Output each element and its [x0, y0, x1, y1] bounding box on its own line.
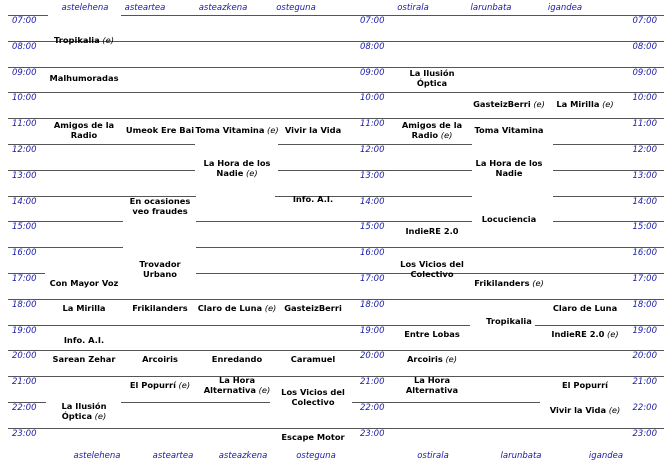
time-label: 09:00 — [12, 68, 37, 78]
grid-line — [8, 67, 664, 68]
program-title-line: Malhumoradas — [49, 73, 119, 83]
program-title-line: Arcoiris — [142, 354, 178, 364]
program-title-line: Alternativa (e) — [203, 385, 271, 395]
program-title-line: Nadie — [495, 168, 523, 178]
program-title-line: IndieRE 2.0 — [405, 226, 459, 236]
program-title-line: La Ilusión — [61, 401, 107, 411]
program-block[interactable] — [34, 278, 134, 288]
program-title-line: El Popurrí (e) — [129, 380, 191, 390]
program-block[interactable] — [263, 194, 363, 204]
rerun-marker: (e) — [92, 411, 107, 421]
program-title-line: La Hora de los — [203, 158, 271, 168]
program-block[interactable] — [34, 35, 134, 45]
day-header-bottom: larunbata — [500, 451, 542, 461]
time-label: 22:00 — [12, 403, 37, 413]
rerun-marker: (e) — [243, 168, 258, 178]
day-header-top: ostirala — [397, 3, 429, 13]
program-block[interactable] — [535, 303, 635, 313]
time-label: 16:00 — [360, 248, 385, 258]
program-block[interactable] — [382, 68, 482, 88]
time-label: 07:00 — [360, 16, 385, 26]
program-title-line: Trovador — [139, 259, 181, 269]
program-title-line: Óptica — [416, 78, 448, 88]
program-block[interactable] — [382, 375, 482, 395]
time-label: 23:00 — [360, 429, 385, 439]
time-label: 21:00 — [632, 377, 657, 387]
program-block[interactable] — [263, 387, 363, 407]
grid-line — [8, 350, 664, 351]
program-title-line: La Ilusión — [409, 68, 455, 78]
program-block[interactable] — [459, 125, 559, 135]
grid-line — [8, 299, 664, 300]
time-label: 12:00 — [360, 145, 385, 155]
day-header-top: asteazkena — [198, 3, 248, 13]
time-label: 14:00 — [632, 197, 657, 207]
time-label: 07:00 — [632, 16, 657, 26]
day-header-bottom: igandea — [588, 451, 624, 461]
time-label: 11:00 — [12, 119, 37, 129]
program-title-line: La Hora — [413, 375, 451, 385]
program-block[interactable] — [187, 158, 287, 178]
time-label: 09:00 — [360, 68, 385, 78]
time-label: 11:00 — [632, 119, 657, 129]
time-label: 21:00 — [360, 377, 385, 387]
time-label: 08:00 — [12, 42, 37, 52]
grid-line — [8, 92, 664, 93]
program-title-line: Caramuel — [290, 354, 336, 364]
program-block[interactable] — [263, 354, 363, 364]
program-block[interactable] — [382, 259, 482, 279]
time-label: 11:00 — [360, 119, 385, 129]
program-title-line: IndieRE 2.0 (e) — [551, 329, 619, 339]
program-block[interactable] — [34, 401, 134, 421]
time-label: 08:00 — [632, 42, 657, 52]
program-block[interactable] — [459, 278, 559, 288]
program-title-line: Tropikalia — [486, 316, 532, 326]
program-title-line: Radio — [70, 130, 98, 140]
program-block[interactable] — [535, 405, 635, 415]
program-title-line: Escape Motor — [281, 432, 345, 442]
time-label: 23:00 — [12, 429, 37, 439]
time-label: 16:00 — [632, 248, 657, 258]
day-header-bottom: asteazkena — [218, 451, 268, 461]
program-title-line: La Mirilla — [62, 303, 106, 313]
day-header-top: igandea — [547, 3, 583, 13]
time-label: 16:00 — [12, 248, 37, 258]
program-title-line: GasteizBerri (e) — [473, 99, 545, 109]
program-title-line: La Mirilla (e) — [556, 99, 614, 109]
time-label: 15:00 — [12, 222, 37, 232]
grid-line — [121, 402, 270, 403]
program-block[interactable] — [263, 432, 363, 442]
program-title-line: Sarean Zehar — [52, 354, 116, 364]
time-label: 17:00 — [632, 274, 657, 284]
program-title-line: Toma Vitamina (e) — [195, 125, 279, 135]
time-label: 12:00 — [632, 145, 657, 155]
time-label: 13:00 — [12, 171, 37, 181]
program-title-line: GasteizBerri — [284, 303, 342, 313]
time-label: 15:00 — [632, 222, 657, 232]
day-header-top: astelehena — [61, 3, 109, 13]
program-title-line: El Popurrí — [561, 380, 609, 390]
time-label: 23:00 — [632, 429, 657, 439]
time-label: 09:00 — [632, 68, 657, 78]
program-block[interactable] — [110, 196, 210, 216]
time-label: 13:00 — [632, 171, 657, 181]
time-label: 18:00 — [632, 300, 657, 310]
program-block[interactable] — [110, 259, 210, 279]
day-header-bottom: osteguna — [296, 451, 336, 461]
time-label: 20:00 — [12, 351, 37, 361]
time-label: 10:00 — [632, 93, 657, 103]
time-label: 17:00 — [360, 274, 385, 284]
grid-line — [8, 118, 664, 119]
grid-line — [8, 325, 470, 326]
time-label: 15:00 — [360, 222, 385, 232]
program-title-line: Vivir la Vida — [284, 125, 342, 135]
program-title-line: Colectivo — [410, 269, 454, 279]
rerun-marker: (e) — [529, 278, 544, 288]
program-block[interactable] — [459, 316, 559, 326]
program-title-line: Frikilanders — [132, 303, 188, 313]
program-title-line: Amigos de la — [401, 120, 463, 130]
program-block[interactable] — [459, 158, 559, 178]
program-title-line: Enredando — [211, 354, 263, 364]
program-title-line: Urbano — [143, 269, 177, 279]
rerun-marker: (e) — [599, 99, 614, 109]
grid-line — [8, 428, 664, 429]
rerun-marker: (e) — [438, 130, 453, 140]
program-title-line: Toma Vitamina — [474, 125, 544, 135]
rerun-marker: (e) — [606, 405, 621, 415]
day-header-bottom: asteartea — [152, 451, 194, 461]
day-header-top: osteguna — [276, 3, 316, 13]
program-block[interactable] — [535, 380, 635, 390]
time-label: 13:00 — [360, 171, 385, 181]
time-label: 08:00 — [360, 42, 385, 52]
program-title-line: Radio (e) — [411, 130, 453, 140]
program-block[interactable] — [535, 329, 635, 339]
rerun-marker: (e) — [262, 303, 277, 313]
rerun-marker: (e) — [604, 329, 619, 339]
program-block[interactable] — [459, 214, 559, 224]
rerun-marker: (e) — [175, 380, 191, 390]
program-block[interactable] — [263, 125, 363, 135]
grid-line — [196, 247, 664, 248]
program-block[interactable] — [34, 335, 134, 345]
program-title-line: Nadie (e) — [216, 168, 258, 178]
time-label: 19:00 — [360, 326, 385, 336]
grid-line — [121, 15, 664, 16]
time-label: 14:00 — [12, 197, 37, 207]
rerun-marker: (e) — [264, 125, 279, 135]
program-block[interactable] — [263, 303, 363, 313]
program-title-line: Tropikalia (e) — [54, 35, 114, 45]
program-title-line: Colectivo — [291, 397, 335, 407]
program-block[interactable] — [382, 329, 482, 339]
time-label: 19:00 — [12, 326, 37, 336]
program-block[interactable] — [34, 73, 134, 83]
time-label: 17:00 — [12, 274, 37, 284]
day-header-top: larunbata — [470, 3, 512, 13]
day-header-bottom: ostirala — [417, 451, 449, 461]
program-title-line: Umeok Ere Bai — [125, 125, 195, 135]
time-label: 12:00 — [12, 145, 37, 155]
time-label: 10:00 — [12, 93, 37, 103]
program-title-line: En ocasiones — [129, 196, 191, 206]
program-title-line: Frikilanders (e) — [474, 278, 544, 288]
day-header-bottom: astelehena — [73, 451, 121, 461]
grid-line — [196, 221, 472, 222]
time-label: 21:00 — [12, 377, 37, 387]
rerun-marker: (e) — [256, 385, 271, 395]
program-title-line: Claro de Luna (e) — [197, 303, 277, 313]
time-label: 07:00 — [12, 16, 37, 26]
program-title-line: Claro de Luna — [552, 303, 618, 313]
program-block[interactable] — [382, 354, 482, 364]
grid-line — [8, 376, 664, 377]
program-block[interactable] — [535, 99, 635, 109]
program-title-line: La Hora — [218, 375, 256, 385]
program-block[interactable] — [382, 226, 482, 236]
program-title-line: veo fraudes — [132, 206, 188, 216]
time-label: 20:00 — [632, 351, 657, 361]
program-title-line: Arcoiris (e) — [406, 354, 458, 364]
program-title-line: Info. A.I. — [63, 335, 105, 345]
time-label: 14:00 — [360, 197, 385, 207]
program-title-line: Con Mayor Voz — [49, 278, 119, 288]
program-title-line: Los Vicios del — [281, 387, 345, 397]
program-title-line: Entre Lobas — [404, 329, 460, 339]
time-label: 10:00 — [360, 93, 385, 103]
program-title-line: Alternativa — [405, 385, 459, 395]
rerun-marker: (e) — [442, 354, 458, 364]
time-label: 19:00 — [632, 326, 657, 336]
program-title-line: Info. A.I. — [292, 194, 334, 204]
day-header-top: asteartea — [124, 3, 166, 13]
rerun-marker: (e) — [530, 99, 545, 109]
time-label: 18:00 — [360, 300, 385, 310]
time-label: 22:00 — [360, 403, 385, 413]
time-label: 18:00 — [12, 300, 37, 310]
time-label: 20:00 — [360, 351, 385, 361]
rerun-marker: (e) — [99, 35, 114, 45]
program-title-line: La Hora de los — [475, 158, 543, 168]
program-title-line: Los Vicios del — [400, 259, 464, 269]
program-title-line: Óptica (e) — [61, 411, 107, 421]
program-title-line: Vivir la Vida (e) — [549, 405, 621, 415]
time-label: 22:00 — [632, 403, 657, 413]
program-title-line: Amigos de la — [53, 120, 115, 130]
program-title-line: Locuciencia — [481, 214, 537, 224]
